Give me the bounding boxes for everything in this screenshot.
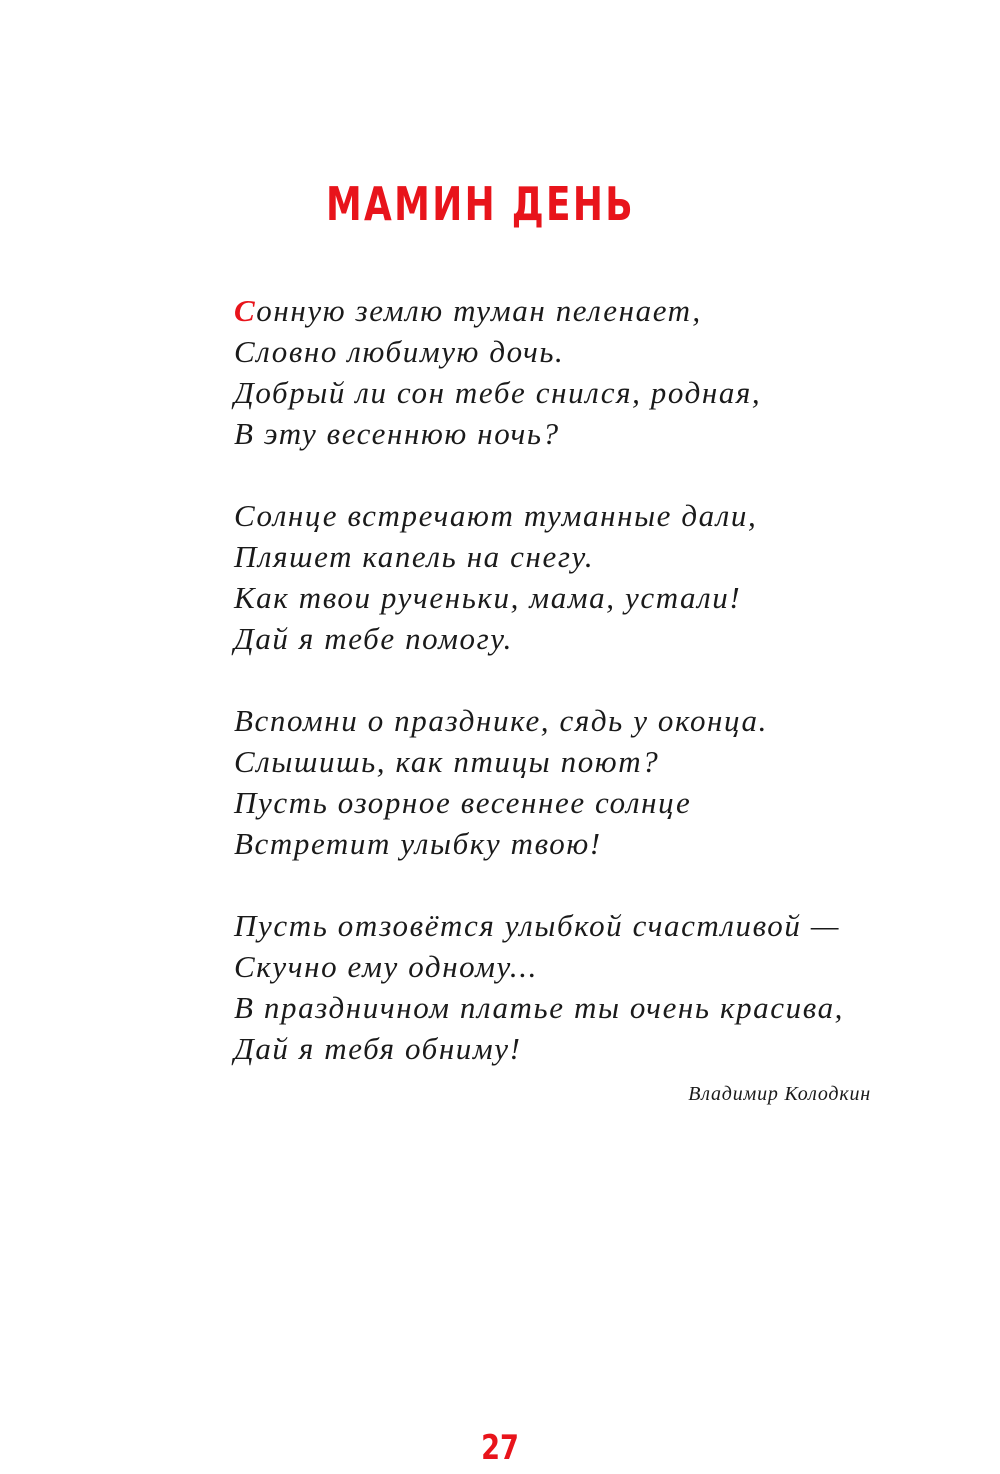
poem-line: Скучно ему одному...	[234, 949, 538, 984]
stanza-2	[234, 495, 934, 659]
poem-line: Пляшет капель на снегу.	[234, 539, 595, 574]
page-number: 27	[481, 1428, 519, 1468]
stanza-4	[234, 905, 934, 1069]
poem-line: Дай я тебя обниму!	[234, 1031, 522, 1066]
poem-line: Словно любимую дочь.	[234, 334, 565, 369]
drop-cap: С	[234, 293, 257, 328]
poem-line: Слышишь, как птицы поют?	[234, 744, 660, 779]
stanza-1	[234, 290, 934, 454]
author-signature: Владимир Колодкин	[688, 1083, 871, 1105]
poem-line: Пусть озорное весеннее солнце	[234, 785, 692, 820]
poem-line: Вспомни о празднике, сядь у оконца.	[234, 703, 768, 738]
poem-title: МАМИН ДЕНЬ	[326, 177, 635, 231]
poem-line: Солнце встречают туманные дали,	[234, 498, 758, 533]
stanza-3	[234, 700, 934, 864]
poem-line-first	[234, 290, 934, 331]
poem-line: В праздничном платье ты очень красива,	[234, 990, 845, 1025]
poem-line: В эту весеннюю ночь?	[234, 416, 560, 451]
poem-line: Добрый ли сон тебе снился, родная,	[234, 375, 762, 410]
poem-body	[234, 290, 934, 1110]
poem-line: Дай я тебе помогу.	[234, 621, 514, 656]
poem-line: Как твои рученьки, мама, устали!	[234, 580, 742, 615]
first-line-text: онную землю туман пеленает,	[256, 293, 702, 328]
poem-line: Пусть отзовётся улыбкой счастливой —	[234, 908, 840, 943]
poem-line: Встретит улыбку твою!	[234, 826, 602, 861]
